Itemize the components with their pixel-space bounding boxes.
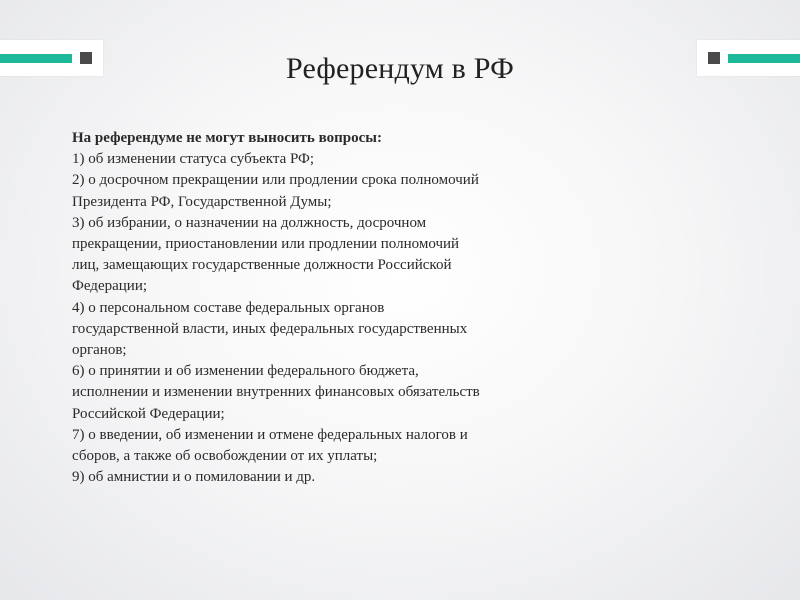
body-line: Российской Федерации; xyxy=(72,405,225,422)
body-line: 6) о принятии и об изменении федерального бюджета, xyxy=(72,363,419,380)
body-line: сборов, а также об освобождении от их уплаты; xyxy=(72,448,378,465)
body-line: 9) об амнистии и о помиловании и др. xyxy=(72,469,316,486)
body-line: 7) о введении, об изменении и отмене федеральных налогов и xyxy=(72,426,468,443)
body-line: 3) об избрании, о назначении на должность, досрочном xyxy=(72,214,427,231)
body-line: Президента РФ, Государственной Думы; xyxy=(72,193,332,210)
body-line: государственной власти, иных федеральных государственных xyxy=(72,320,468,337)
body-line: Федерации; xyxy=(72,278,148,295)
lead-text: На референдуме не могут выносить вопросы: xyxy=(72,130,382,146)
body-line: органов; xyxy=(72,342,127,359)
body-line: 1) об изменении статуса субъекта РФ; xyxy=(72,151,315,168)
slide-body xyxy=(72,128,572,488)
body-line: прекращении, приостановлении или продлении полномочий xyxy=(72,236,460,253)
slide-title: Референдум в РФ xyxy=(286,52,514,85)
body-line: 2) о досрочном прекращении или продлении срока полномочий xyxy=(72,172,479,189)
body-line: исполнении и изменении внутренних финансовых обязательств xyxy=(72,384,480,401)
body-line: лиц, замещающих государственные должности Российской xyxy=(72,257,452,274)
body-line: 4) о персональном составе федеральных органов xyxy=(72,299,385,316)
